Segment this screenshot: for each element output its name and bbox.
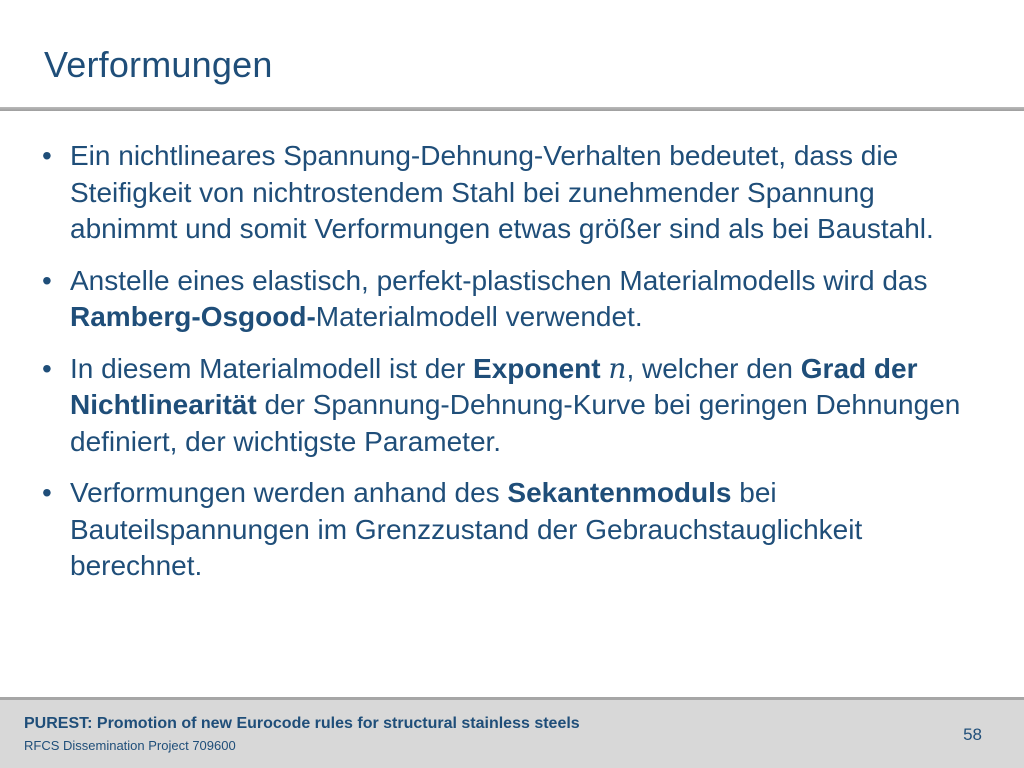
bullet-item [42,475,962,585]
title-divider [0,107,1024,111]
bullet-item [42,263,962,336]
bullet-text: Ein nichtlineares Spannung-Dehnung-Verhalten bedeutet, dass die Steifigkeit von nichtrostendem Stahl bei zunehmender Spannung abnimmt und somit Verformungen etwas größer sind als bei Baustahl. [70,140,934,244]
bullet-emphasis: Exponent [473,352,609,384]
bullet-marker: • [42,352,52,384]
bullet-text: In diesem Materialmodell ist der [70,352,474,384]
footer-project-subtitle: RFCS Dissemination Project 709600 [24,738,236,753]
bullet-text: Materialmodell verwendet. [315,301,643,332]
bullet-item [42,138,962,248]
footer-divider [0,697,1024,700]
bullet-text: Verformungen werden anhand des [70,477,508,508]
exponent-symbol: n [608,351,627,385]
bullet-emphasis: Ramberg-Osgood- [70,301,316,332]
bullet-emphasis: Sekantenmoduls [507,477,732,508]
slide-title: Verformungen [44,44,273,85]
bullet-marker: • [42,140,52,171]
bullet-list [42,138,962,600]
bullet-emphasis: Grad der Nichtlinearität [70,352,918,420]
footer-project-title: PUREST: Promotion of new Eurocode rules for structural stainless steels [24,715,580,732]
bullet-text: Anstelle eines elastisch, perfekt-plastischen Materialmodells wird das [70,264,928,296]
bullet-text: bei Bauteilspannungen im Grenzzustand der Gebrauchstauglichkeit berechnet. [70,477,863,581]
bullet-item [42,351,962,461]
bullet-marker: • [42,264,52,296]
bullet-marker: • [42,477,52,508]
footer-bar [0,697,1024,768]
bullet-text: , welcher den [626,352,801,384]
bullet-text: der Spannung-Dehnung-Kurve bei geringen Dehnungen definiert, der wichtigste Parameter. [70,389,961,457]
page-number: 58 [963,725,982,744]
